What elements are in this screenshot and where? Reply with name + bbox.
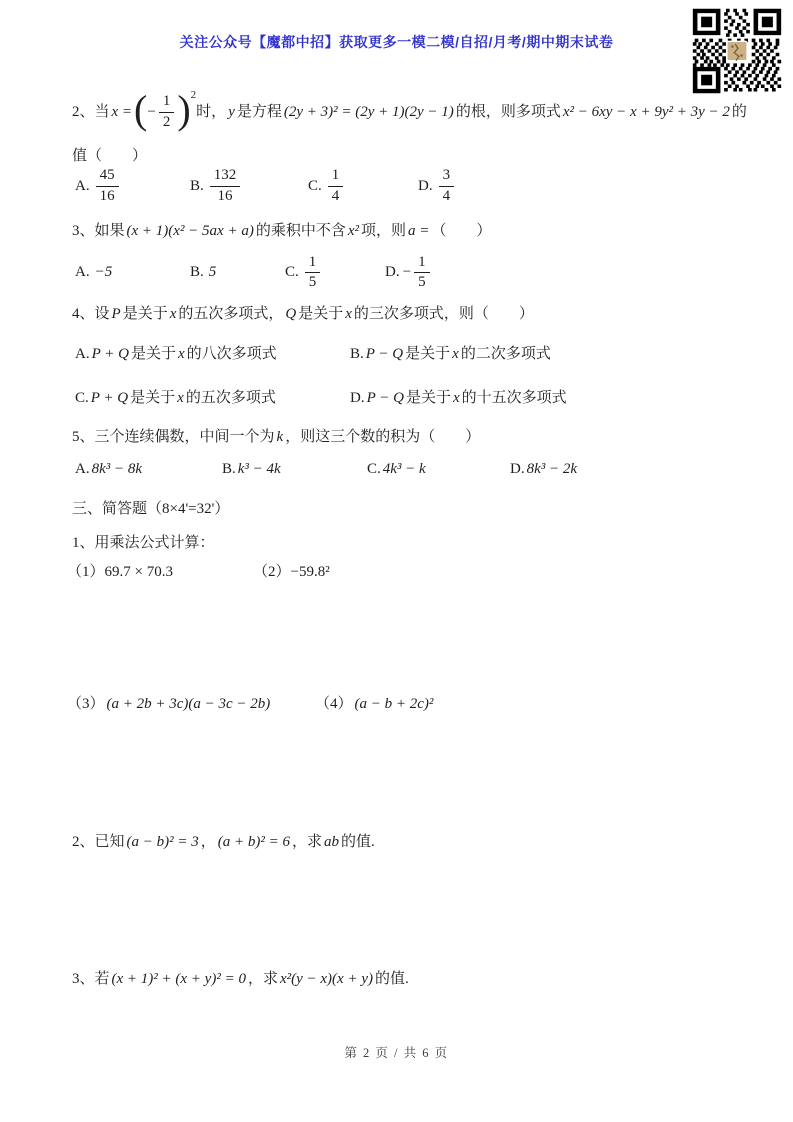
fraction-numerator: 1 [414, 254, 430, 273]
math-polynomial: x² − 6xy − x + 9y² + 3y − 2 [562, 103, 730, 120]
question-5-stem [72, 427, 480, 447]
option-4-b [350, 344, 551, 364]
option-2-d [418, 164, 457, 208]
subquestion-1-item-2 [253, 562, 330, 582]
fraction-denominator: 2 [162, 113, 171, 130]
option-label: C. [367, 461, 381, 477]
question-3-stem [72, 221, 491, 241]
subquestion-3-stem [72, 969, 409, 989]
stem-text: 的五次多项式， [178, 306, 284, 322]
fraction-denominator: 16 [99, 187, 115, 204]
question-2-stem-line2: 值（ ） [72, 148, 148, 164]
option-label: C. [75, 390, 89, 406]
stem-text: ， [200, 834, 216, 850]
qr-code [691, 7, 783, 95]
math-expr: k³ − 4k [237, 461, 281, 477]
math-k: k [276, 429, 284, 445]
option-2-c [308, 164, 346, 208]
question-number: 2、已知 [72, 834, 125, 850]
math-P: P [111, 306, 121, 322]
math-expr: 8k³ − 8k [91, 461, 143, 477]
question-5-number: 5、三个连续偶数，中间一个为 [72, 429, 275, 445]
option-label: A. [75, 461, 90, 477]
item-label: （3） [67, 696, 105, 712]
fraction [414, 254, 430, 292]
question-number: 3、若 [72, 971, 110, 987]
option-label: B. [222, 461, 236, 477]
minus-sign: − [147, 103, 156, 120]
option-text: 是关于 [405, 390, 451, 406]
stem-text: ，求 [247, 971, 278, 987]
math-expr: P + Q [90, 390, 129, 406]
option-label: D. [385, 264, 400, 280]
option-4-d [350, 388, 567, 408]
subquestion-1-item-1 [67, 562, 173, 582]
math-expr: (x + 1)² + (x + y)² = 0 [111, 971, 246, 987]
math-expr: (a + 2b + 3c)(a − 3c − 2b) [106, 696, 271, 712]
option-text: 是关于 [405, 346, 451, 362]
stem-text: 项，则 [361, 223, 407, 239]
option-value: −5 [94, 264, 113, 280]
fraction-denominator: 4 [331, 187, 340, 204]
option-5-b [222, 459, 283, 479]
subquestion-1-item-3 [67, 694, 272, 714]
question-3-number: 3、如果 [72, 223, 125, 239]
fraction-numerator: 132 [210, 167, 241, 186]
fraction [305, 254, 321, 292]
option-4-a [75, 344, 277, 364]
stem-text: ，求 [292, 834, 323, 850]
question-2-number: 2、当 [72, 103, 110, 120]
question-4-number: 4、设 [72, 306, 110, 322]
math-expr: P + Q [91, 346, 129, 362]
option-5-c [367, 459, 428, 479]
subquestion-1-stem: 1、用乘法公式计算： [72, 535, 215, 551]
math-var-y: y [228, 103, 235, 120]
option-3-c [285, 250, 323, 295]
stem-text: ，则这三个数的积为（ ） [285, 429, 481, 445]
fraction-numerator: 1 [328, 167, 344, 186]
section-3-heading: 三、简答题（8×4'=32'） [72, 501, 230, 517]
minus-sign: − [402, 264, 412, 280]
math-expr: 69.7 × 70.3 [104, 564, 173, 580]
option-2-a [75, 164, 122, 208]
math-expr: (a − b)² = 3 [126, 834, 199, 850]
math-expr: P − Q [365, 346, 404, 362]
option-text: 的二次多项式 [460, 346, 551, 362]
stem-text: 的值. [374, 971, 409, 987]
fraction-numerator: 45 [96, 167, 119, 186]
fraction [210, 167, 241, 205]
option-4-c [75, 388, 276, 408]
fraction-numerator: 1 [305, 254, 321, 273]
page-number: 第 2 页 / 共 6 页 [344, 1046, 449, 1060]
math-expr: −59.8² [290, 564, 330, 580]
subquestion-1-item-4 [315, 694, 435, 714]
option-text: 的八次多项式 [186, 346, 277, 362]
option-3-d [385, 250, 433, 295]
math-expr: P − Q [366, 390, 404, 406]
math-product: (x + 1)(x² − 5ax + a) [126, 223, 254, 239]
stem-text: 的乘积中不含 [255, 223, 346, 239]
option-label: D. [510, 461, 525, 477]
stem-text: 的值. [341, 834, 375, 850]
option-3-b [190, 250, 218, 295]
math-x: x [452, 390, 460, 406]
math-x: x [452, 346, 459, 362]
stem-text: 时， [196, 103, 227, 120]
item-label: （2） [253, 564, 291, 580]
option-label: A. [75, 177, 90, 194]
option-text: 的五次多项式 [185, 390, 276, 406]
math-x-equals: x = [111, 103, 133, 120]
math-expr: 4k³ − k [382, 461, 426, 477]
exponent-2: 2 [190, 88, 197, 101]
big-close-paren: ) [177, 87, 191, 132]
fraction [96, 167, 119, 205]
subquestion-2-stem [72, 832, 375, 852]
stem-text: 的 [731, 103, 747, 120]
option-label: A. [75, 264, 90, 280]
stem-text: 的根，则多项式 [455, 103, 561, 120]
stem-text: 是关于 [298, 306, 344, 322]
math-x: x [345, 306, 352, 322]
math-expr: x²(y − x)(x + y) [279, 971, 373, 987]
option-text: 是关于 [130, 390, 176, 406]
option-3-a [75, 250, 114, 295]
stem-text: 是关于 [122, 306, 168, 322]
option-label: A. [75, 346, 90, 362]
math-x-squared: x² [347, 223, 360, 239]
fraction-denominator: 4 [442, 187, 451, 204]
math-expr: (a − b + 2c)² [354, 696, 434, 712]
option-label: D. [350, 390, 365, 406]
fraction [328, 167, 344, 205]
math-equation: (2y + 3)² = (2y + 1)(2y − 1) [283, 103, 454, 120]
math-expr: (a + b)² = 6 [217, 834, 290, 850]
math-expr: 8k³ − 2k [526, 461, 578, 477]
fraction-denominator: 16 [217, 187, 233, 204]
stem-text: 的三次多项式，则（ ） [353, 306, 534, 322]
option-5-a [75, 459, 144, 479]
option-label: C. [308, 177, 322, 194]
qr-center-logo [727, 41, 747, 60]
option-value: 5 [208, 264, 217, 280]
fraction-denominator: 5 [308, 274, 317, 290]
math-x: x [177, 346, 185, 362]
item-label: （1） [67, 564, 105, 580]
math-Q: Q [285, 306, 297, 322]
option-label: D. [418, 177, 433, 194]
option-label: B. [350, 346, 364, 362]
big-open-paren: ( [134, 87, 148, 132]
option-text: 的十五次多项式 [461, 390, 567, 406]
math-a-equals: a = [408, 223, 430, 239]
fraction-one-half [159, 93, 175, 131]
option-5-d [510, 459, 579, 479]
option-label: B. [190, 264, 204, 280]
item-label: （4） [315, 696, 353, 712]
option-label: C. [285, 264, 299, 280]
option-2-b [190, 164, 243, 208]
option-label: B. [190, 177, 204, 194]
question-2-stem [72, 86, 747, 138]
answer-blank: （ ） [431, 223, 492, 239]
fraction [439, 167, 455, 205]
math-x: x [169, 306, 177, 322]
question-4-stem [72, 304, 534, 324]
fraction-numerator: 3 [439, 167, 455, 186]
stem-text: 是方程 [236, 103, 282, 120]
fraction-numerator: 1 [159, 93, 175, 112]
math-ab: ab [324, 834, 340, 850]
math-x: x [177, 390, 184, 406]
header-promo-text: 关注公众号【魔都中招】获取更多一模二模/自招/月考/期中期末试卷 [179, 34, 614, 50]
option-text: 是关于 [130, 346, 176, 362]
fraction-denominator: 5 [418, 274, 426, 290]
